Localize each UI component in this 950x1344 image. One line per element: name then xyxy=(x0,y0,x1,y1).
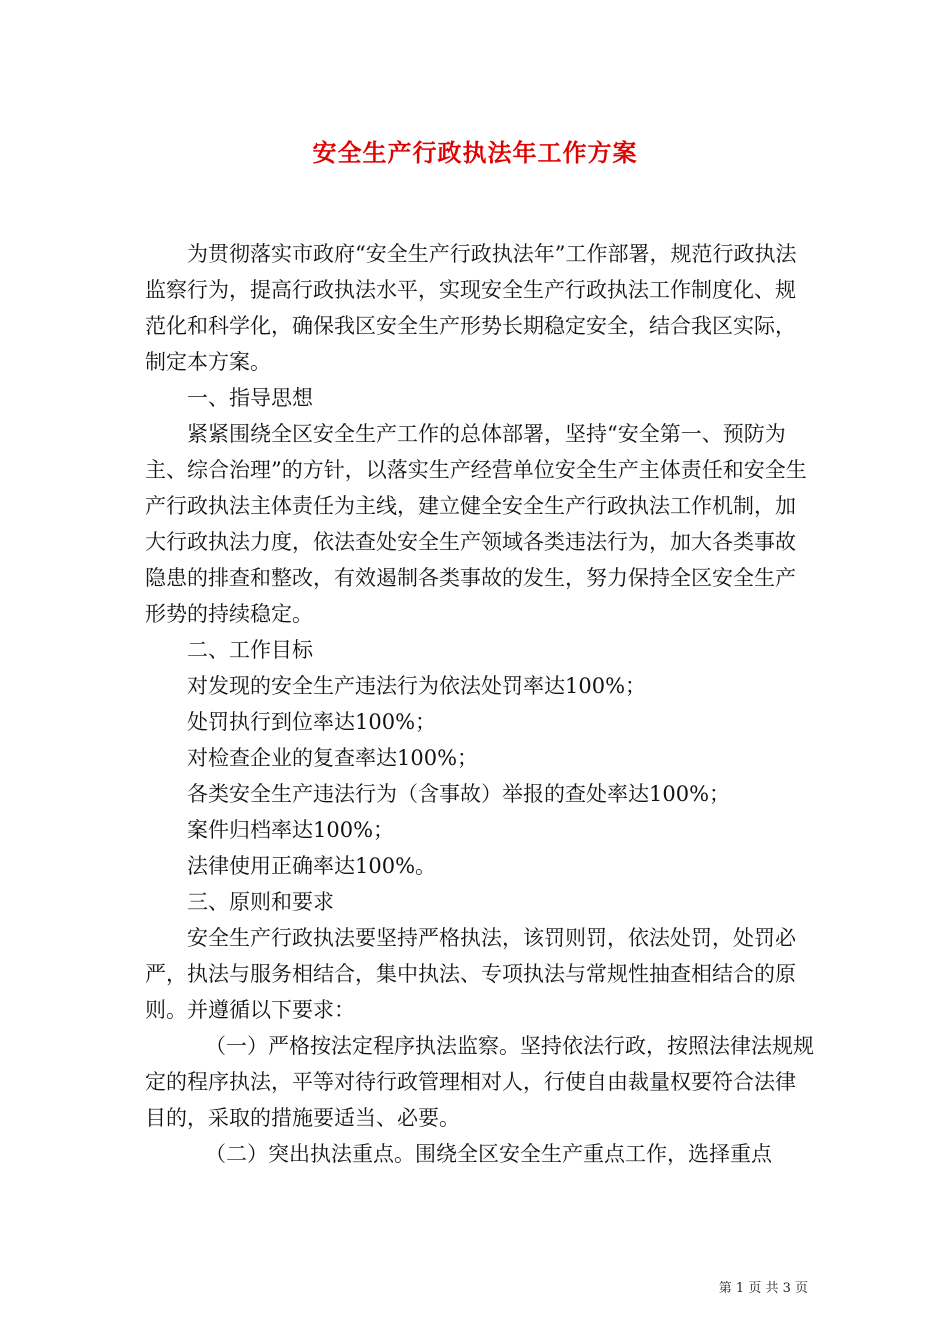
requirement-item: （一）严格按法定程序执法监察。坚持依法行政，按照法律法规规定的程序执法，平等对待行政管理相对人，行使自由裁量权要符合法律目的，采取的措施要适当、必要。 xyxy=(145,1034,814,1130)
requirement-item: （二）突出执法重点。围绕全区安全生产重点工作，选择重点 xyxy=(205,1142,772,1166)
goal-item: 各类安全生产违法行为（含事故）举报的查处率达100%； xyxy=(187,782,731,806)
goal-item: 处罚执行到位率达100%； xyxy=(187,710,437,734)
guiding-ideology-paragraph: 紧紧围绕全区安全生产工作的总体部署，坚持“安全第一、预防为主、综合治理”的方针，以落实生产经营单位安全生产主体责任和安全生产行政执法主体责任为主线，建立健全安全生产行政执法工作机制，加大行政执法力度，依法查处安全生产领域各类违法行为，加大各类事故隐患的排查和整改，有效遏制各类事故的发生，努力保持全区安全生产形势的持续稳定。 xyxy=(145,422,807,626)
document-body xyxy=(145,236,815,1172)
goal-item: 案件归档率达100%； xyxy=(187,818,395,842)
page-number-footer: 第 1 页 共 3 页 xyxy=(718,1281,808,1296)
section-heading-principles: 三、原则和要求 xyxy=(187,890,334,914)
section-heading-guiding-ideology: 一、指导思想 xyxy=(187,386,313,410)
goal-item: 法律使用正确率达100%。 xyxy=(187,854,437,878)
goal-item: 对检查企业的复查率达100%； xyxy=(187,746,479,770)
principles-paragraph: 安全生产行政执法要坚持严格执法，该罚则罚，依法处罚，处罚必严，执法与服务相结合，集中执法、专项执法与常规性抽查相结合的原则。并遵循以下要求： xyxy=(145,926,796,1022)
section-heading-work-goals: 二、工作目标 xyxy=(187,638,313,662)
document-title: 安全生产行政执法年工作方案 xyxy=(312,138,638,167)
intro-paragraph: 为贯彻落实市政府“安全生产行政执法年”工作部署，规范行政执法监察行为，提高行政执法水平，实现安全生产行政执法工作制度化、规范化和科学化，确保我区安全生产形势长期稳定安全，结合我区实际，制定本方案。 xyxy=(145,242,797,374)
goal-item: 对发现的安全生产违法行为依法处罚率达100%； xyxy=(187,674,647,698)
